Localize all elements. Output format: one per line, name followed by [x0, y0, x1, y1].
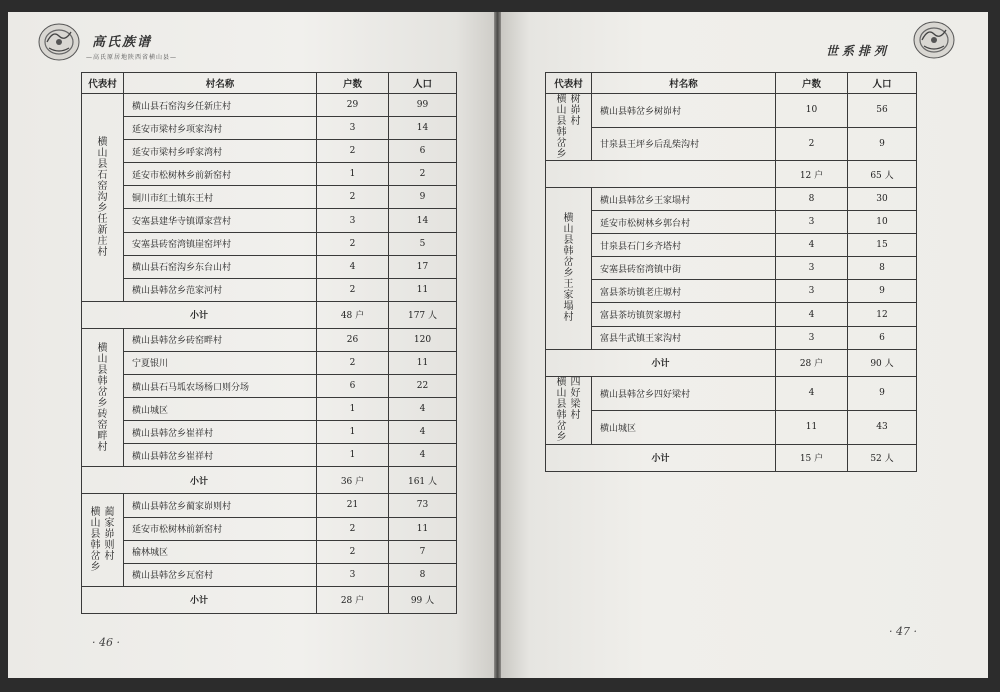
population: 43 [848, 410, 917, 444]
subtotal-label: 小计 [82, 586, 317, 613]
header-subtitle: —高氏原居地陕西省横山县— [86, 54, 178, 61]
header-title: 世系排列 [826, 44, 891, 58]
household-count: 1 [317, 163, 389, 186]
table-row [82, 163, 457, 186]
population: 8 [848, 257, 917, 280]
table-row [546, 326, 917, 349]
table-row [82, 398, 457, 421]
column-header: 户数 [317, 73, 389, 94]
household-count: 3 [776, 211, 848, 234]
table-row [82, 494, 457, 517]
population: 73 [389, 494, 457, 517]
village-name: 横山县韩岔乡四好梁村 [592, 376, 776, 410]
table-row [82, 117, 457, 140]
household-count: 3 [776, 257, 848, 280]
village-name: 横山县韩岔乡瓦窑村 [124, 563, 317, 586]
table-row [546, 211, 917, 234]
household-count: 1 [317, 444, 389, 467]
village-name: 延安市松树林前新窑村 [124, 517, 317, 540]
population: 120 [389, 328, 457, 351]
village-name: 横山县韩岔乡范家河村 [124, 278, 317, 301]
column-header: 代表村 [546, 73, 592, 94]
household-count: 10 [776, 94, 848, 128]
representative-village-column: 树 峁 村 [570, 94, 581, 127]
population: 12 [848, 303, 917, 326]
population: 56 [848, 94, 917, 128]
population: 15 [848, 234, 917, 257]
village-name: 安塞县建华寺镇谭家营村 [124, 209, 317, 232]
village-name: 延安市松树林乡郭台村 [592, 211, 776, 234]
representative-village-column: 横 山 县 石 窑 沟 乡 任 新 庄 村 [97, 136, 108, 258]
household-count: 1 [317, 398, 389, 421]
subtotal-label: 小计 [82, 301, 317, 328]
table-row [82, 444, 457, 467]
population: 9 [848, 127, 917, 161]
population: 17 [389, 255, 457, 278]
population: 6 [389, 140, 457, 163]
table-header-row [546, 73, 917, 94]
representative-village-column: 横 山 县 韩 岔 乡 [556, 94, 567, 160]
household-count: 11 [776, 410, 848, 444]
subtotal-population: 65 人 [848, 161, 917, 188]
representative-village [82, 328, 124, 467]
column-header: 人口 [389, 73, 457, 94]
header-title: 高氏族谱 [92, 35, 153, 50]
village-name: 甘泉县石门乡齐塔村 [592, 234, 776, 257]
subtotal-households: 36 户 [317, 467, 389, 494]
subtotal-households: 15 户 [776, 444, 848, 471]
village-name: 横山县韩岔乡崔祥村 [124, 421, 317, 444]
population: 8 [389, 563, 457, 586]
subtotal-households: 12 户 [776, 161, 848, 188]
population: 4 [389, 398, 457, 421]
household-count: 3 [317, 209, 389, 232]
column-header: 户数 [776, 73, 848, 94]
household-count: 4 [776, 303, 848, 326]
subtotal-row [82, 586, 457, 613]
village-name: 横山县韩岔乡崔祥村 [124, 444, 317, 467]
household-count: 4 [776, 234, 848, 257]
table-row [82, 563, 457, 586]
household-count: 3 [317, 563, 389, 586]
table-row [546, 94, 917, 128]
village-name: 横山县韩岔乡树峁村 [592, 94, 776, 128]
household-count: 2 [317, 540, 389, 563]
representative-village-column: 横 山 县 韩 岔 乡 [556, 377, 567, 444]
column-header: 村名称 [592, 73, 776, 94]
population: 9 [848, 280, 917, 303]
village-name: 横山县石窑沟乡任新庄村 [124, 94, 317, 117]
village-name: 横山县韩岔乡砖窑畔村 [124, 328, 317, 351]
village-name: 延安市松树林乡前新窑村 [124, 163, 317, 186]
population: 14 [389, 209, 457, 232]
village-name: 横山县韩岔乡王家塌村 [592, 188, 776, 211]
household-count: 2 [317, 278, 389, 301]
representative-village-column: 蔺 家 峁 则 村 [104, 507, 115, 563]
population: 14 [389, 117, 457, 140]
household-count: 4 [317, 255, 389, 278]
population: 99 [389, 94, 457, 117]
population: 22 [389, 375, 457, 398]
population: 10 [848, 211, 917, 234]
population: 4 [389, 444, 457, 467]
subtotal-row [546, 161, 917, 188]
column-header: 村名称 [124, 73, 317, 94]
household-count: 2 [776, 127, 848, 161]
subtotal-households: 28 户 [776, 349, 848, 376]
village-name: 延安市梁村乡项家沟村 [124, 117, 317, 140]
subtotal-households: 48 户 [317, 301, 389, 328]
population: 7 [389, 540, 457, 563]
subtotal-label: 小计 [546, 444, 776, 471]
household-count: 6 [317, 375, 389, 398]
dragon-seal-icon [37, 22, 81, 62]
table-row [82, 186, 457, 209]
table-row [82, 232, 457, 255]
subtotal-population: 52 人 [848, 444, 917, 471]
village-name: 延安市梁村乡呼家湾村 [124, 140, 317, 163]
table-row [546, 234, 917, 257]
household-count: 2 [317, 351, 389, 374]
subtotal-households: 28 户 [317, 586, 389, 613]
subtotal-row [546, 349, 917, 376]
population: 11 [389, 517, 457, 540]
representative-village [82, 94, 124, 302]
population: 6 [848, 326, 917, 349]
representative-village-column: 横 山 县 韩 岔 乡 王 家 塌 村 [563, 213, 574, 324]
table-row [546, 280, 917, 303]
village-name: 横山县石马坬农场杨口则分场 [124, 375, 317, 398]
table-row [82, 278, 457, 301]
household-count: 29 [317, 94, 389, 117]
household-count: 2 [317, 186, 389, 209]
village-name: 横山城区 [124, 398, 317, 421]
population: 30 [848, 188, 917, 211]
household-count: 2 [317, 517, 389, 540]
table-row [82, 517, 457, 540]
population: 11 [389, 278, 457, 301]
subtotal-row [546, 444, 917, 471]
table-row [546, 376, 917, 410]
subtotal-population: 99 人 [389, 586, 457, 613]
left-genealogy-table [81, 72, 457, 614]
table-header-row [82, 73, 457, 94]
population: 9 [848, 376, 917, 410]
village-name: 富县茶坊镇贺家塬村 [592, 303, 776, 326]
table-row [82, 328, 457, 351]
representative-village [82, 494, 124, 586]
village-name: 横山县韩岔乡蔺家峁则村 [124, 494, 317, 517]
subtotal-row [82, 301, 457, 328]
book-gutter [494, 12, 501, 678]
household-count: 26 [317, 328, 389, 351]
table-row [82, 94, 457, 117]
table-row [82, 375, 457, 398]
table-row [546, 188, 917, 211]
subtotal-label: 小计 [82, 467, 317, 494]
column-header: 人口 [848, 73, 917, 94]
table-row [82, 421, 457, 444]
table-row [546, 410, 917, 444]
household-count: 2 [317, 232, 389, 255]
subtotal-population: 177 人 [389, 301, 457, 328]
right-genealogy-table [545, 72, 917, 472]
household-count: 3 [776, 280, 848, 303]
population: 5 [389, 232, 457, 255]
village-name: 安塞县砖窑湾镇崖窑坪村 [124, 232, 317, 255]
village-name: 铜川市红土镇东王村 [124, 186, 317, 209]
household-count: 3 [776, 326, 848, 349]
household-count: 4 [776, 376, 848, 410]
representative-village [546, 94, 592, 161]
subtotal-population: 161 人 [389, 467, 457, 494]
subtotal-population: 90 人 [848, 349, 917, 376]
subtotal-label: 小计 [546, 349, 776, 376]
household-count: 8 [776, 188, 848, 211]
table-row [82, 255, 457, 278]
village-name: 榆林城区 [124, 540, 317, 563]
table-row [546, 127, 917, 161]
representative-village [546, 376, 592, 444]
village-name: 富县牛武镇王家沟村 [592, 326, 776, 349]
population: 2 [389, 163, 457, 186]
village-name: 富县茶坊镇老庄塬村 [592, 280, 776, 303]
representative-village-column: 横 山 县 韩 岔 乡 砖 窑 畔 村 [97, 342, 108, 453]
table-row [82, 209, 457, 232]
village-name: 甘泉县王坪乡后乱柴沟村 [592, 127, 776, 161]
village-name: 横山城区 [592, 410, 776, 444]
table-row [82, 140, 457, 163]
household-count: 21 [317, 494, 389, 517]
household-count: 2 [317, 140, 389, 163]
household-count: 3 [317, 117, 389, 140]
subtotal-row [82, 467, 457, 494]
representative-village [546, 188, 592, 350]
population: 11 [389, 351, 457, 374]
village-name: 宁夏银川 [124, 351, 317, 374]
subtotal-label [546, 161, 776, 188]
dragon-seal-icon [912, 20, 956, 60]
village-name: 安塞县砖窑湾镇中街 [592, 257, 776, 280]
representative-village-column: 横 山 县 韩 岔 乡 [90, 507, 101, 574]
column-header: 代表村 [82, 73, 124, 94]
table-row [82, 351, 457, 374]
page-number: · 47 · [889, 625, 917, 638]
table-row [546, 257, 917, 280]
village-name: 横山县石窑沟乡东台山村 [124, 255, 317, 278]
page-number: · 46 · [92, 636, 120, 649]
household-count: 1 [317, 421, 389, 444]
representative-village-column: 四 好 梁 村 [570, 377, 581, 422]
population: 4 [389, 421, 457, 444]
population: 9 [389, 186, 457, 209]
table-row [82, 540, 457, 563]
table-row [546, 303, 917, 326]
